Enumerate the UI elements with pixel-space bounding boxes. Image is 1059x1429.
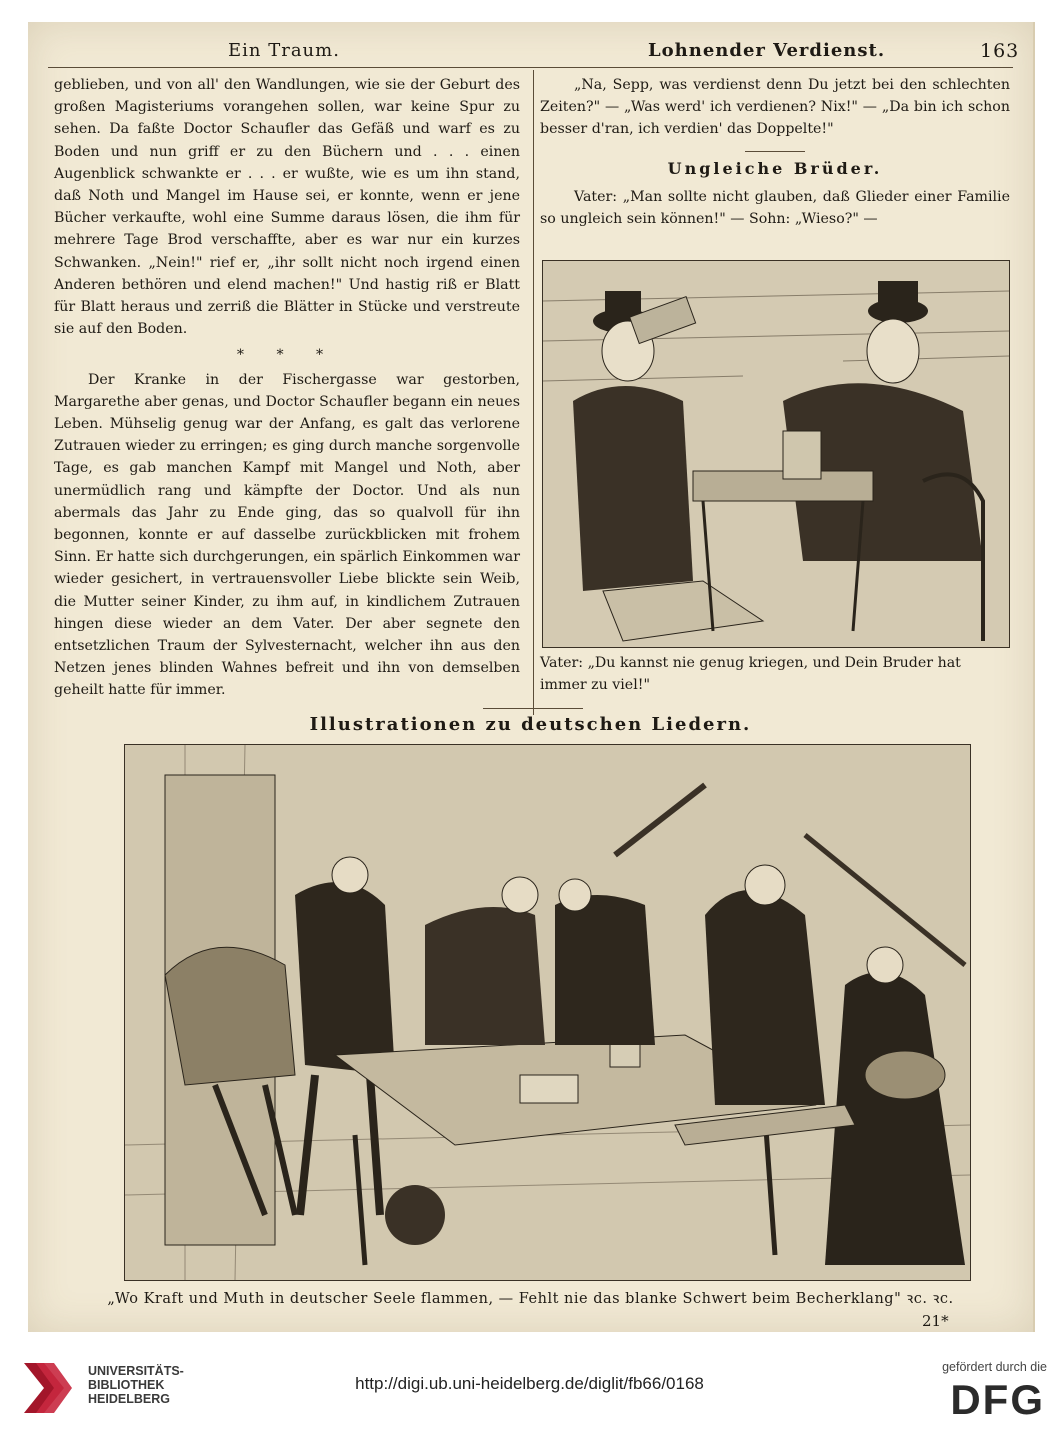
left-column bbox=[54, 74, 520, 702]
illustration-two-brothers bbox=[542, 260, 1010, 648]
dfg-logo: DFG bbox=[950, 1376, 1045, 1423]
funding-note: gefördert durch die bbox=[942, 1360, 1047, 1374]
section-title: Illustrationen zu deutschen Liedern. bbox=[309, 714, 752, 735]
section-stars: * * * bbox=[236, 347, 338, 364]
header-rule bbox=[48, 67, 1013, 68]
running-header-left: Ein Traum. bbox=[228, 40, 340, 61]
printer-signature: 21* bbox=[922, 1312, 949, 1330]
source-url-link[interactable]: http://digi.ub.uni-heidelberg.de/diglit/fb66/0168 bbox=[355, 1374, 704, 1393]
short-rule bbox=[745, 151, 805, 152]
page-number: 163 bbox=[980, 40, 1020, 62]
running-header-right: Lohnender Verdienst. bbox=[648, 40, 886, 61]
digitization-footer bbox=[0, 1346, 1059, 1429]
paragraph: geblieben, und von all' den Wandlungen, wie sie der Geburt des großen Magisteriums vorangehen sollen, war keine Spur zu sehen. Da faßte Doctor Schaufler das Gefäß und warf es zu Boden und nun griff er zu den Büchern und . . . einen Augenblick schwankte er . . . er wußte, wie es um ihn stand, daß Noth und Mangel im Hause sei, er konnte, wenn er jene Bücher verkaufte, wohl eine Summe daraus lösen, die ihm für mehrere Tage Brod verschaffte, aber es war nur ein kurzes Schwanken. „Nein!" rief er, „ihr sollt nicht noch irgend einen Anderen bethören und elend machen!" Und hastig riß er Blatt für Blatt heraus und zerriß die Blätter in Stücke und verstreute sie auf den Boden. bbox=[54, 77, 520, 338]
library-name: UNIVERSITÄTS- BIBLIOTHEK HEIDELBERG bbox=[88, 1364, 184, 1406]
joke-title: Ungleiche Brüder. bbox=[667, 158, 883, 178]
joke-text: Vater: „Man sollte nicht glauben, daß Glieder einer Familie so ungleich sein können!" — Sohn: „Wieso?" — bbox=[540, 188, 1010, 228]
illustration-caption: Vater: „Du kannst nie genug kriegen, und Dein Bruder hat immer zu viel!" bbox=[540, 655, 961, 693]
scanned-page bbox=[28, 22, 1035, 1332]
column-separator bbox=[533, 70, 534, 715]
illustration-tavern-brawl bbox=[124, 744, 971, 1281]
illustration-caption: „Wo Kraft und Muth in deutscher Seele flammen, — Fehlt nie das blanke Schwert beim Becherklang" ꝛc. ꝛc. bbox=[107, 1291, 954, 1307]
right-column bbox=[540, 74, 1010, 230]
section-rule bbox=[483, 708, 583, 709]
joke-text: „Na, Sepp, was verdienst denn Du jetzt bei den schlechten Zeiten?" — „Was werd' ich verdienen? Nix!" — „Da bin ich schon besser d'ran, ich verdien' das Doppelte!" bbox=[540, 77, 1010, 138]
paragraph: Der Kranke in der Fischergasse war gestorben, Margarethe aber genas, und Doctor Schaufler begann ein neues Leben. Mühselig genug war der Anfang, es galt das verlorene Zutrauen wieder zu erringen; es ging durch manche sorgenvolle Tage, es gab manchen Kampf mit Mangel und Noth, aber unermüdlich rang und kämpfte der Doctor. Und als nun abermals das Jahr zu Ende ging, das so qualvoll für ihn begonnen, konnte er auf dasselbe zurückblicken mit frohem Sinn. Er hatte sich durchgerungen, ein spärlich Einkommen war wieder gesichert, in vertrauensvoller Liebe blickte sein Weib, die Mutter seiner Kinder, zu ihm auf, in kindlichem Zutrauen hingen diese wieder an dem Vater. Der aber segnete den entsetzlichen Traum der Sylvesternacht, welcher ihn aus den Netzen jenes blinden Wahnes befreit und ihn von demselben geheilt hatte für immer. bbox=[54, 371, 520, 699]
